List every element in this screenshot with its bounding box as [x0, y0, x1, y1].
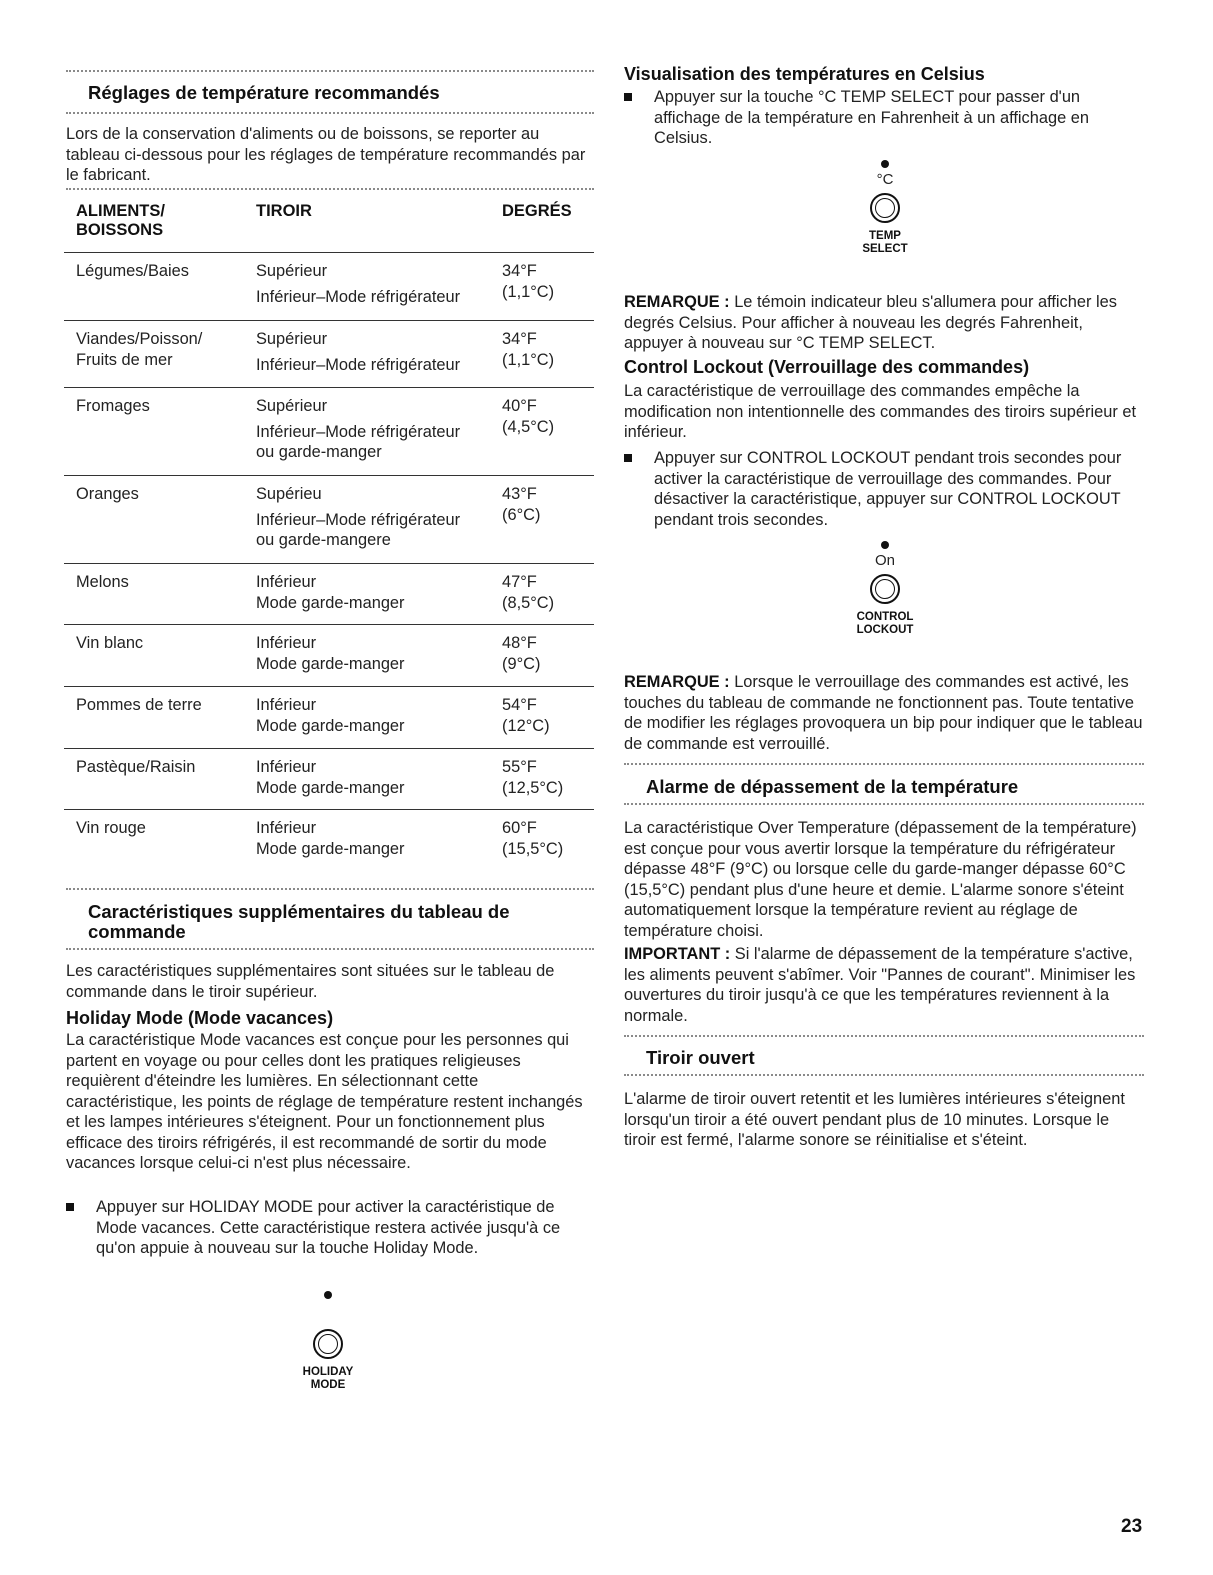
table-cell-degrees: (8,5°C) — [502, 593, 555, 612]
table-cell-degrees: (6°C) — [502, 505, 541, 524]
holiday-mode-title: Holiday Mode (Mode vacances) — [66, 1008, 334, 1028]
bullet-icon — [624, 454, 632, 462]
control-lockout-button-illustration — [845, 541, 925, 637]
alarm-title: Alarme de dépassement de la température — [646, 776, 1019, 797]
bullet-icon — [624, 93, 632, 101]
divider — [66, 948, 594, 950]
table-cell-drawer: Inférieur–Mode réfrigérateur — [256, 355, 461, 374]
table-cell-food: Melons — [76, 573, 129, 591]
divider — [624, 763, 1144, 765]
table-row-divider — [64, 624, 594, 625]
table-cell-degrees: (9°C) — [502, 654, 541, 673]
table-cell-drawer: Inférieur — [256, 634, 317, 652]
table-cell-drawer: Inférieur–Mode réfrigérateur — [256, 287, 461, 306]
temp-select-button-illustration — [845, 160, 925, 256]
divider — [66, 888, 594, 890]
holiday-mode-button-illustration — [288, 1291, 368, 1392]
celsius-title: Visualisation des températures en Celsius — [624, 64, 985, 84]
table-cell-food: Oranges — [76, 485, 139, 503]
page-number: 23 — [1121, 1516, 1143, 1537]
indicator-dot-icon — [881, 541, 889, 549]
table-cell-drawer: Inférieur–Mode réfrigérateur — [256, 510, 461, 529]
holiday-mode-text: La caractéristique Mode vacances est conçue pour les personnes qui partent en voyage ou pour celles dont les pratiques religieuses requièrent d'éteindre les lumières. En sélectionnant cette caractéristique, les points de réglage de température restent inchangés et les lampes intérieures s'éteignent. Pour un fonctionnement plus efficace des tiroirs réfrigérés, il est recommandé de sortir du mode vacances lorsque celui-ci n'est plus nécessaire. — [66, 1031, 583, 1172]
col-header-drawer: TIROIR — [256, 202, 312, 220]
recommended-intro: Lors de la conservation d'aliments ou de boissons, se reporter au tableau ci-dessous pour les réglages de température recommandés par le fabricant. — [66, 125, 586, 184]
table-cell-drawer: Supérieur — [256, 330, 328, 348]
round-button-icon — [870, 193, 900, 223]
table-cell-degrees: 34°F — [502, 262, 537, 280]
table-row-divider — [64, 320, 594, 321]
divider — [66, 112, 594, 114]
col-header-degrees: DEGRÉS — [502, 202, 572, 220]
table-cell-drawer: Supérieur — [256, 397, 328, 415]
table-row-divider — [64, 563, 594, 564]
divider — [624, 803, 1144, 805]
extra-features-title-2: commande — [88, 921, 186, 942]
drawer-open-title: Tiroir ouvert — [646, 1047, 755, 1068]
table-cell-degrees: (4,5°C) — [502, 417, 555, 436]
table-cell-drawer: Inférieur — [256, 819, 317, 837]
table-row-divider — [64, 475, 594, 476]
table-row-divider — [64, 686, 594, 687]
table-cell-degrees: 55°F — [502, 758, 537, 776]
bullet-text: Appuyer sur la touche °C TEMP SELECT pour passer d'un affichage de la température en Fahrenheit à un affichage en Celsius. — [654, 88, 1089, 147]
button-label: CONTROL LOCKOUT — [856, 611, 914, 636]
table-cell-food: Vin blanc — [76, 634, 144, 652]
table-cell-drawer: ou garde-mangere — [256, 531, 391, 549]
table-row-divider — [64, 748, 594, 749]
table-cell-degrees: (1,1°C) — [502, 282, 555, 301]
table-cell-food: Pommes de terre — [76, 696, 202, 714]
table-cell-degrees: 34°F — [502, 330, 537, 348]
col-header-food-2: BOISSONS — [76, 221, 164, 239]
col-header-food: ALIMENTS/ — [76, 202, 165, 220]
table-cell-drawer: Mode garde-manger — [256, 778, 405, 797]
table-cell-drawer: Supérieur — [256, 262, 328, 280]
lockout-title: Control Lockout (Verrouillage des commandes) — [624, 357, 1030, 377]
table-cell-food: Vin rouge — [76, 819, 146, 837]
button-label: TEMP SELECT — [862, 230, 908, 255]
table-cell-food: Légumes/Baies — [76, 262, 189, 280]
table-row-divider — [64, 387, 594, 388]
table-cell-degrees: 60°F — [502, 819, 537, 837]
celsius-note: REMARQUE : Le témoin indicateur bleu s'allumera pour afficher les degrés Celsius. Pour afficher à nouveau les degrés Fahrenheit, appuyer à nouveau sur °C TEMP SELECT. — [624, 293, 1117, 352]
round-button-icon — [313, 1329, 343, 1359]
indicator-dot-icon — [324, 1291, 332, 1299]
table-cell-degrees: 54°F — [502, 696, 537, 714]
table-cell-degrees: 40°F — [502, 397, 537, 415]
bullet-icon — [66, 1203, 74, 1211]
table-cell-degrees: 48°F — [502, 634, 537, 652]
lockout-text: La caractéristique de verrouillage des commandes empêche la modification non intentionnelle des commandes des tiroirs supérieur et inférieur. — [624, 382, 1137, 441]
button-label: HOLIDAY MODE — [302, 1366, 354, 1391]
alarm-text: La caractéristique Over Temperature (dépassement de la température) est conçue pour vous avertir lorsque la température du réfrigérateur dépasse 48°F (9°C) ou lorsque celle du garde-manger dépasse 60°C (15,5°C) pendant plus d'une heure et demie. L'alarme sonore s'éteint automatiquement lorsque la température revient au réglage de température choisi. — [624, 819, 1137, 940]
table-cell-food: Fruits de mer — [76, 350, 173, 369]
table-cell-degrees: (15,5°C) — [502, 839, 564, 858]
button-caption: °C — [876, 171, 894, 188]
button-caption: On — [874, 552, 895, 569]
table-cell-drawer: Inférieur — [256, 758, 317, 776]
table-cell-food: Pastèque/Raisin — [76, 758, 196, 776]
indicator-dot-icon — [881, 160, 889, 168]
divider — [66, 188, 594, 190]
table-cell-drawer: Mode garde-manger — [256, 593, 405, 612]
extra-features-intro: Les caractéristiques supplémentaires sont situées sur le tableau de commande dans le tiroir supérieur. — [66, 962, 555, 1001]
table-cell-food: Fromages — [76, 397, 150, 415]
round-button-icon — [870, 574, 900, 604]
divider — [66, 70, 594, 72]
alarm-important: IMPORTANT : Si l'alarme de dépassement de la température s'active, les aliments peuvent s'abîmer. Voir "Pannes de courant". Minimiser les ouvertures du tiroir jusqu'à ce que les températures reviennent à la normale. — [624, 945, 1136, 1025]
table-cell-degrees: 47°F — [502, 573, 537, 591]
table-row-divider — [64, 809, 594, 810]
table-cell-degrees: (12°C) — [502, 716, 550, 735]
table-cell-drawer: ou garde-manger — [256, 443, 382, 461]
table-cell-drawer: Supérieu — [256, 485, 322, 503]
lockout-note: REMARQUE : Lorsque le verrouillage des commandes est activé, les touches du tableau de commande ne fonctionnent pas. Toute tentative de modifier les réglages provoquera un bip pour indiquer que le tableau de commande est verrouillé. — [624, 673, 1143, 753]
bullet-text: Appuyer sur CONTROL LOCKOUT pendant trois secondes pour activer la caractéristique de verrouillage des commandes. Pour désactiver la caractéristique, appuyer sur CONTROL LOCKOUT pendant trois secondes. — [654, 449, 1122, 529]
table-cell-drawer: Inférieur–Mode réfrigérateur — [256, 422, 461, 441]
table-cell-drawer: Mode garde-manger — [256, 654, 405, 673]
table-cell-food: Viandes/Poisson/ — [76, 330, 203, 348]
table-cell-degrees: (1,1°C) — [502, 350, 555, 369]
bullet-text: Appuyer sur HOLIDAY MODE pour activer la caractéristique de Mode vacances. Cette caractéristique restera activée jusqu'à ce qu'on appuie à nouveau sur la touche Holiday Mode. — [96, 1198, 561, 1257]
drawer-open-text: L'alarme de tiroir ouvert retentit et les lumières intérieures s'éteignent lorsqu'un tiroir a été ouvert pendant plus de 10 minutes. Lorsque le tiroir est fermé, l'alarme sonore se réinitialise et s'éteint. — [624, 1090, 1125, 1149]
recommended-settings-title: Réglages de température recommandés — [88, 82, 440, 103]
divider — [624, 1074, 1144, 1076]
divider — [624, 1035, 1144, 1037]
table-row-divider — [64, 252, 594, 253]
table-cell-degrees: 43°F — [502, 485, 537, 503]
extra-features-title: Caractéristiques supplémentaires du tableau de — [88, 901, 510, 922]
table-cell-degrees: (12,5°C) — [502, 778, 564, 797]
table-cell-drawer: Mode garde-manger — [256, 716, 405, 735]
table-cell-drawer: Mode garde-manger — [256, 839, 405, 858]
table-cell-drawer: Inférieur — [256, 696, 317, 714]
table-cell-drawer: Inférieur — [256, 573, 317, 591]
